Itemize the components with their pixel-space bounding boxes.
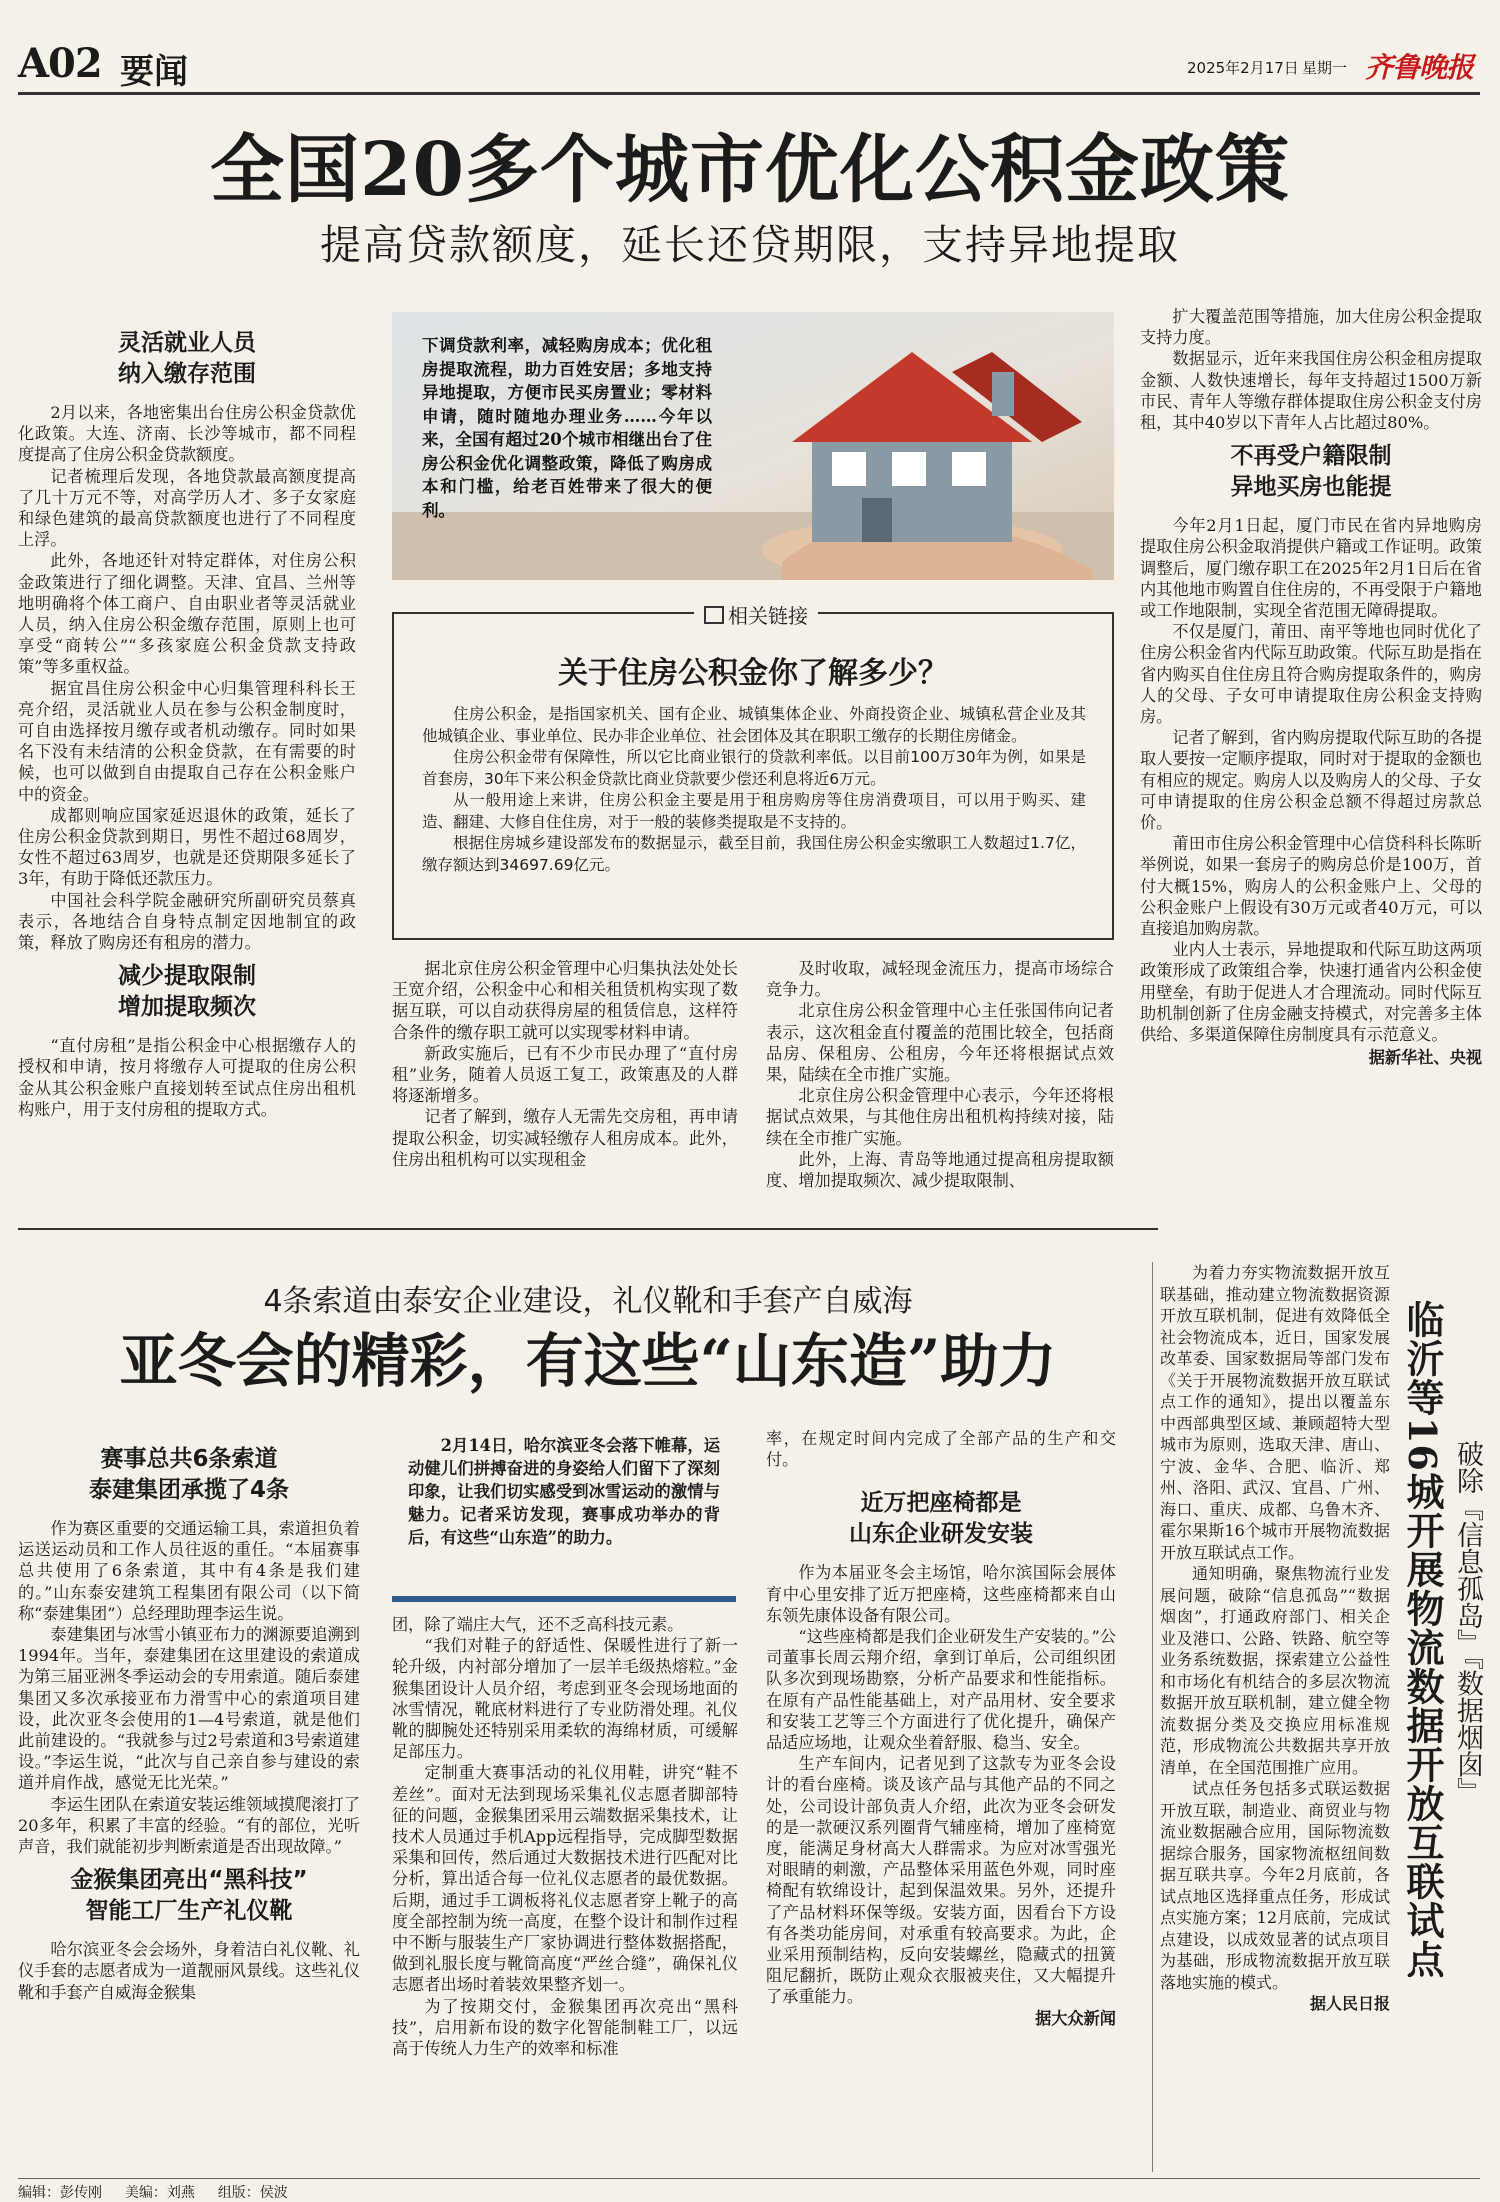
masthead — [0, 0, 1500, 92]
story2-column-1: 赛事总共6条索道 泰建集团承揽了4条 作为赛区重要的交通运输工具，索道担负着运送运动员和工作人员往返的重任。“本届赛事总共使用了6条索道，其中有4条是我们建的。”山东泰安建筑工程集团有限公司（以下简称“泰建集团”）总经理助理李运生说。 泰建集团与冰雪小镇亚布力的渊源要追溯到1994年。当年，泰建集团在这里建设的索道成为第三届亚洲冬季运动会的专用索道。随后泰建集团又多次承接亚布力滑雪中心的索道项目建设，此次亚冬会使用的1—4号索道，就是他们此前建设的。“我就参与过2号索道和3号索道建设。”李运生说，“此次与自己亲自参与建设的索道并肩作战，感觉无比光荣。” 李运生团队在索道安装运维领域摸爬滚打了20多年，积累了丰富的经验。“有的部位，光听声音，我们就能初步判断索道是否出现故障。” 金猴集团亮出“黑科技” 智能工厂生产礼仪靴 哈尔滨亚冬会会场外，身着洁白礼仪靴、礼仪手套的志愿者成为一道靓丽风景线。这些礼仪靴和手套产自威海金猴集 — [18, 1446, 360, 2002]
footer-credits — [18, 2182, 288, 2202]
footer-rule — [18, 2178, 1480, 2179]
story2-subhead-2: 金猴集团亮出“黑科技” 智能工厂生产礼仪靴 — [70, 1867, 308, 1925]
story1-credit: 据新华社、央视 — [1368, 1048, 1482, 1068]
related-link-box — [392, 604, 1114, 940]
story3-body: 为着力夯实物流数据开放互联基础，推动建立物流数据资源开放互联机制，促进有效降低全社会物流成本，近日，国家发展改革委、国家数据局等部门发布《关于开展物流数据开放互联试点工作的通知》，提出以覆盖东中西部典型区域、兼顾超特大型城市为原则，选取天津、唐山、宁波、金华、合肥、临沂、郑州、洛阳、武汉、宜昌、广州、海口、重庆、成都、乌鲁木齐、霍尔果斯16个城市开展物流数据开放互联试点工作。 通知明确，聚焦物流行业发展问题，破除“信息孤岛”“数据烟囱”，打通政府部门、相关企业及港口、公路、铁路、航空等业务系统数据，探索建立公益性和市场化有机结合的多层次物流数据开放互联机制，建立健全物流数据分类及交换应用标准规范，形成物流公共数据共享开放清单，在全国范围推广应用。 试点任务包括多式联运数据开放互联，制造业、商贸业与物流业数据融合应用，国际物流数据综合服务，国家物流枢纽间数据互联共享。今年2月底前，各试点地区选择重点任务，形成试点实施方案；12月底前，完成试点建设，以成效显著的试点项目为基础，形成物流数据开放互联落地实施的模式。 据人民日报 — [1160, 1263, 1390, 2013]
story1-column-3: 及时收取，减轻现金流压力，提高市场综合竞争力。 北京住房公积金管理中心主任张国伟向记者表示，这次租金直付覆盖的范围比较全，包括商品房、保租房、公租房，今年还将根据试点效果，陆续在全市推广实施。 北京住房公积金管理中心表示，今年还将根据试点效果，与其他住房出租机构持续对接，陆续在全市推广实施。 此外，上海、青岛等地通过提高租房提取额度、增加提取频次、减少提取限制、 — [766, 959, 1114, 1191]
weekday: 星期一 — [1302, 59, 1348, 77]
footer-art-editor: 美编：刘燕 — [124, 2185, 195, 2201]
related-tag: 相关链接 — [694, 600, 818, 629]
box-icon — [704, 606, 724, 624]
story3-left-rule — [1152, 1262, 1153, 2172]
story1-photo — [392, 312, 1114, 580]
related-body: 住房公积金，是指国家机关、国有企业、城镇集体企业、外商投资企业、城镇私营企业及其他城镇企业、事业单位、民办非企业单位、社会团体及其在职职工缴存的长期住房储金。 住房公积金带有保障性，所以它比商业银行的贷款利率低。以目前100万30年为例，如果是首套房，30年下来公积金贷款比商业贷款要少偿还利息将近6万元。 从一般用途上来讲，住房公积金主要是用于租房购房等住房消费项目，可以用于购买、建造、翻建、大修自住住房，对于一般的装修类提取是不支持的。 根据住房城乡建设部发布的数据显示，截至目前，我国住房公积金实缴职工人数超过1.7亿，缴存额达到34697.69亿元。 — [422, 705, 1086, 874]
page-number: A02 — [18, 40, 102, 87]
story3-credit: 据人民日报 — [1309, 1994, 1390, 2013]
story3-kicker: 破除『信息孤岛』『数据烟囱』 — [1452, 1440, 1483, 1805]
footer-layout: 组版：侯波 — [217, 2185, 288, 2201]
story-divider — [18, 1228, 1158, 1230]
story2-caption-box — [392, 1428, 736, 1602]
story2-column-2: 团，除了端庄大气，还不乏高科技元素。 “我们对鞋子的舒适性、保暖性进行了新一轮升级，内衬部分增加了一层羊毛级热熔粒。”金猴集团设计人员介绍，考虑到亚冬会现场地面的冰雪情况，靴底材料进行了专业防滑处理。礼仪靴的脚腕处还特别采用柔软的海绵材质，可缓解足部压力。 定制重大赛事活动的礼仪用鞋，讲究“鞋不差丝”。面对无法到现场采集礼仪志愿者脚部特征的问题，金猴集团采用云端数据采集技术，让技术人员通过手机App远程指导，完成脚型数据采集和回传，然后通过大数据技术进行匹配对比分析，算出适合每一位礼仪志愿者的最优数据。后期，通过手工调板将礼仪志愿者穿上靴子的高度全部控制为统一高度，在整个设计和制作过程中不断与服装生产厂家协调进行整体数据搭配，做到礼服长度与靴筒高度“严丝合缝”，确保礼仪志愿者出场时着装效果整齐划一。 为了按期交付，金猴集团再次亮出“黑科技”，启用新布设的数字化智能制鞋工厂，以远高于传统人力生产的效率和标准 — [392, 1615, 738, 2059]
story1-lead-text: 下调贷款利率，减轻购房成本；优化租房提取流程，助力百姓安居；多地支持异地提取，方便市民买房置业；零材料申请，随时随地办理业务……今年以来，全国有超过20个城市相继出台了住房公积金优化调整政策，降低了购房成本和门槛，给老百姓带来了很大的便利。 — [422, 336, 712, 520]
story2-column-3: 率，在规定时间内完成了全部产品的生产和交付。 近万把座椅都是 山东企业研发安装 作为本届亚冬会主场馆，哈尔滨国际会展体育中心里安排了近万把座椅，这些座椅都来自山东领先康体设备有限公司。 “这些座椅都是我们企业研发生产安装的。”公司董事长周云翔介绍，拿到订单后，公司组织团队多次到现场勘察，分析产品要求和性能指标。在原有产品性能基础上，对产品用材、安全要求和安装工艺等三个方面进行了优化提升，确保产品适应场地，让观众坐着舒服、稳当、安全。 生产车间内，记者见到了这款专为亚冬会设计的看台座椅。谈及该产品与其他产品的不同之处，公司设计部负责人介绍，此次为亚冬会研发的是一款硬汉系列圈背气辅座椅，增加了座椅宽度，能满足身材高大人群需求。为应对冰雪强光对眼睛的刺激，产品整体采用蓝色外观，同时座椅配有软绵设计，起到保温效果。另外，还提升了产品材料环保等级。安装方面，因看台下方设有各类功能房间，对承重有较高要求。为此，企业采用预制结构，反向安装螺丝，隐藏式的扭簧阻尼翻折，既防止观众衣服被夹住，又大幅提升了承重能力。 据大众新闻 — [766, 1429, 1116, 2028]
story2-photo-caption: 2月14日，哈尔滨亚冬会落下帷幕，运动健儿们拼搏奋进的身姿给人们留下了深刻印象，让我们切实感受到冰雪运动的激情与魅力。记者采访发现，赛事成功举办的背后，有这些“山东造”的助力。 — [408, 1436, 720, 1547]
issue-date: 2025年2月17日 — [1187, 59, 1299, 77]
story1-column-1: 灵活就业人员 纳入缴存范围 2月以来，各地密集出台住房公积金贷款优化政策。大连、济南、长沙等城市，都不同程度提高了住房公积金贷款额度。 记者梳理后发现，各地贷款最高额度提高了几十万元不等，对高学历人才、多子女家庭和绿色建筑的最高贷款额度也进行了不同程度上浮。 此外，各地还针对特定群体，对住房公积金政策进行了细化调整。天津、宜昌、兰州等地明确将个体工商户、自由职业者等灵活就业人员，纳入住房公积金缴存范围，原则上也可享受“商转公”“多孩家庭公积金贷款支持政策”等多重权益。 据宜昌住房公积金中心归集管理科科长王亮介绍，灵活就业人员在参与公积金制度时，可自由选择按月缴存或者机动缴存。同时如果名下没有未结清的公积金贷款，在有需要的时候，也可以做到自由提取自己存在公积金账户中的资金。 成都则响应国家延迟退休的政策，延长了住房公积金贷款到期日，男性不超过68周岁，女性不超过63周岁，也就是还贷期限多延长了3年，有助于降低还款压力。 中国社会科学院金融研究所副研究员蔡真表示，各地结合自身特点制定因地制宜的政策，释放了购房还有租房的潜力。 减少提取限制 增加提取频次 “直付房租”是指公积金中心根据缴存人的授权和申请，按月将缴存人可提取的住房公积金从其公积金账户直接划转至试点住房出租机构账户，用于支付房租的提取方式。 — [18, 330, 356, 1119]
story2-subhead-3: 近万把座椅都是 山东企业研发安装 — [849, 1490, 1033, 1548]
story1-column-4: 扩大覆盖范围等措施，加大住房公积金提取支持力度。 数据显示，近年来我国住房公积金租房提取金额、人数快速增长，每年支持超过1500万新市民、青年人等缴存群体提取住房公积金支付房租，其中40岁以下青年人占比超过80%。 不再受户籍限制 异地买房也能提 今年2月1日起，厦门市民在省内异地购房提取住房公积金取消提供户籍或工作证明。政策调整后，厦门缴存职工在2025年2月1日后在省内其他地市购置自住住房的，不再受限于户籍地或工作地限制，实现全省范围无障碍提取。 不仅是厦门，莆田、南平等地也同时优化了住房公积金省内代际互助政策。代际互助是指在省内购买自住住房且符合购房提取条件的，购房人的父母、子女可申请提取住房公积金支持购房。 记者了解到，省内购房提取代际互助的各提取人要按一定顺序提取，同时对于提取的金额也有相应的规定。购房人以及购房人的父母、子女可申请提取的住房公积金总额不得超过房款总价。 莆田市住房公积金管理中心信贷科科长陈昕举例说，如果一套房子的购房总价是100万，首付大概15%，购房人的公积金账户上、父母的公积金账户上假设有30万元或者40万元，可以直接追加购房款。 业内人士表示，异地提取和代际互助这两项政策形成了政策组合拳，快速打通省内公积金使用壁垒，有助于促进人才合理流动。同时代际互助机制创新了住房金融支持模式，对完善多主体供给、多渠道保障住房制度具有示范意义。 据新华社、央视 — [1140, 307, 1482, 1068]
masthead-rule — [18, 92, 1480, 95]
story2-kicker: 4条索道由泰安企业建设，礼仪靴和手套产自威海 — [263, 1284, 913, 1319]
story2-headline: 亚冬会的精彩，有这些“山东造”助力 — [119, 1327, 1057, 1395]
newspaper-logo: 齐鲁晚报 — [1365, 51, 1474, 84]
section-name: 要闻 — [120, 52, 188, 92]
story2-credit: 据大众新闻 — [1035, 2008, 1116, 2028]
footer-editor: 编辑：彭传刚 — [18, 2185, 102, 2201]
story1-subhead-1: 灵活就业人员 纳入缴存范围 — [118, 330, 256, 387]
story1-headline: 全国20多个城市优化公积金政策 — [210, 127, 1290, 213]
story2-subhead-1: 赛事总共6条索道 泰建集团承揽了4条 — [88, 1446, 289, 1503]
story1-subhead-3: 不再受户籍限制 异地买房也能提 — [1230, 443, 1392, 501]
story1-subhead: 提高贷款额度，延长还贷期限，支持异地提取 — [320, 221, 1180, 269]
story3-headline: 临沂等16城开展物流数据开放互联试点 — [1400, 1300, 1445, 1979]
related-title: 关于住房公积金你了解多少？ — [558, 656, 948, 691]
story1-column-2: 据北京住房公积金管理中心归集执法处处长王宽介绍，公积金中心和相关租赁机构实现了数据互联，可以自动获得房屋的租赁信息，这样符合条件的缴存职工就可以实现零材料申请。 新政实施后，已有不少市民办理了“直付房租”业务，随着人员返工复工，政策惠及的人群将逐渐增多。 记者了解到，缴存人无需先交房租，再申请提取公积金，切实减轻缴存人租房成本。此外，住房出租机构可以实现租金 — [392, 959, 738, 1169]
story1-subhead-2: 减少提取限制 增加提取频次 — [118, 963, 256, 1021]
